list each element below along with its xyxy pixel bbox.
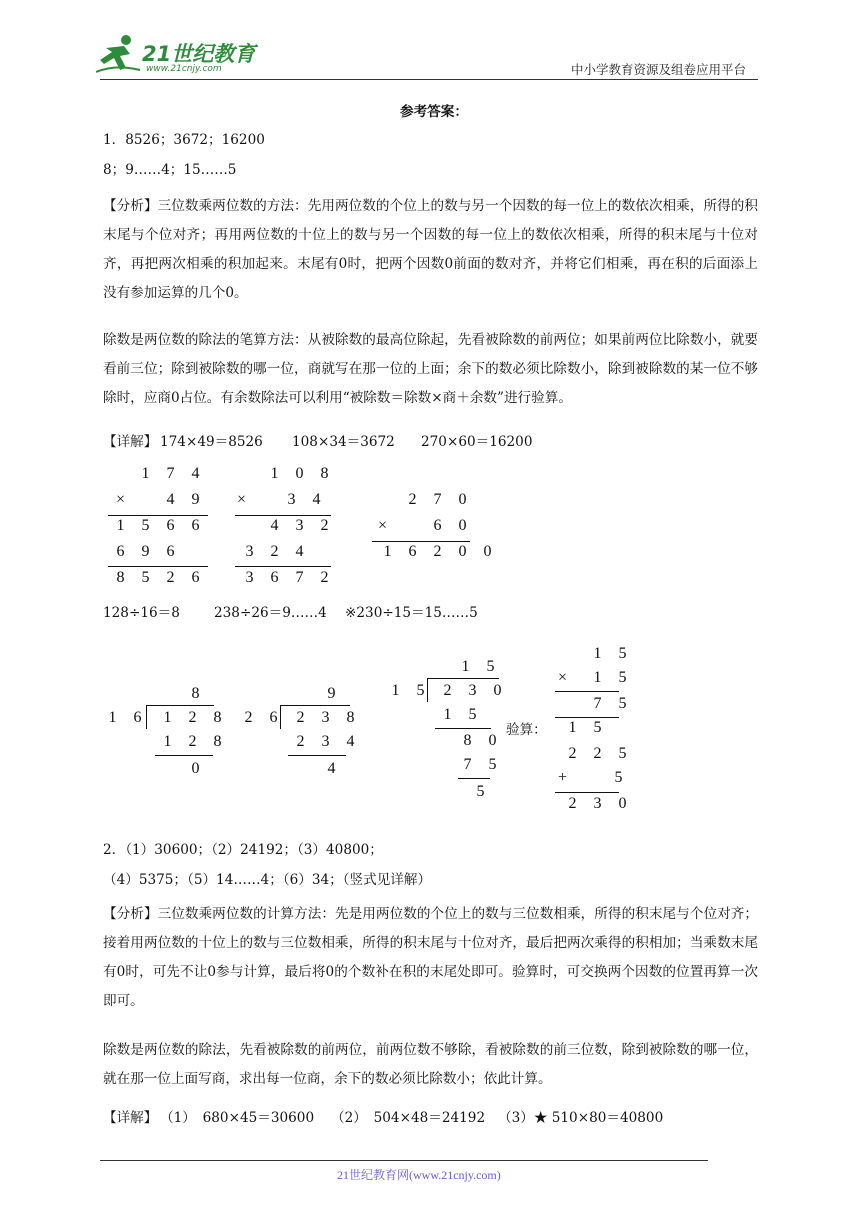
logo [96, 34, 256, 78]
q1-analysis-multiplication: 【分析】三位数乘两位数的方法：先用两位数的个位上的数与另一个因数的每一位上的数依次相乘，所得的积末尾与个位对齐；再用两位数的十位上的数与另一个因数的每一位上的数依次相乘，所得的积末尾与十位对齐，再把两次相乘的积加起来。末尾有0时，把两个因数0前面的数对齐，并将它们相乘，再在积的后面添上没有参加运算的几个0。 [103, 198, 758, 301]
footer-divider [100, 1160, 708, 1161]
q2-answer-line1: 2．（1）30600；（2）24192；（3）40800； [103, 842, 383, 858]
q1-detail-label: 【详解】 [103, 434, 158, 450]
logo-main-text: 21世纪教育 [142, 42, 256, 66]
q2-analysis-multiplication: 【分析】三位数乘两位数的计算方法：先是用两位数的个位上的数与三位数相乘，所得的积末尾与个位对齐；接着用两位数的十位上的数与三位数相乘，所得的积末尾与十位对齐，最后把两次乘得的积相加；当乘数末尾有0时，可先不让0参与计算，最后将0的个数补在积的末尾处即可。验算时，可交换两个因数的位置再算一次即可。 [103, 906, 758, 1009]
q1-div-eq-1: 128÷16＝8 [103, 605, 180, 621]
q1-detail-eq-3: 270×60＝16200 [421, 434, 533, 450]
q1-answer-line2: 8；9……4；15……5 [103, 162, 237, 178]
q2-analysis-division: 除数是两位数的除法，先看被除数的前两位，前两位数不够除，看被除数的前三位数，除到被除数的哪一位，就在那一位上面写商，求出每一位商，余下的数必须比除数小；依此计算。 [103, 1042, 758, 1087]
q2-detail-eq-3: （3）★ 510×80＝40800 [498, 1110, 664, 1126]
q2-detail-label: 【详解】 [103, 1110, 158, 1126]
q1-detail-eq-2: 108×34＝3672 [292, 434, 395, 450]
q1-div-eq-2: 238÷26＝9……4 [214, 605, 327, 621]
q2-answer-line2: （4）5375；（5）14……4；（6）34；（竖式见详解） [103, 872, 432, 888]
q1-analysis-division: 除数是两位数的除法的笔算方法：从被除数的最高位除起，先看被除数的前两位；如果前两位比除数小，就要看前三位；除到被除数的哪一位，商就写在那一位的上面；余下的数必须比除数小，除到被除数的某一位不够除时，应商0占位。有余数除法可以利用“被除数＝除数×商＋余数”进行验算。 [103, 332, 758, 406]
q1-div-eq-3: ※230÷15＝15……5 [345, 605, 478, 621]
q2-detail-eq-2: （2） 504×48＝24192 [331, 1110, 486, 1126]
logo-sub-text: www.21cnjy.com [146, 64, 222, 74]
page-title: 参考答案： [400, 104, 468, 120]
header-divider [100, 79, 758, 80]
q2-detail-eq-1: （1） 680×45＝30600 [160, 1110, 315, 1126]
header-platform-text: 中小学教育资源及组卷应用平台 [571, 62, 747, 77]
footer-link[interactable]: 21世纪教育网(www.21cnjy.com) [337, 1168, 501, 1182]
q1-detail-eq-1: 174×49＝8526 [160, 434, 263, 450]
q1-answer-line1: 1．8526；3672；16200 [103, 132, 265, 148]
check-label: 验算： [506, 722, 547, 738]
runner-logo-icon [96, 34, 142, 74]
